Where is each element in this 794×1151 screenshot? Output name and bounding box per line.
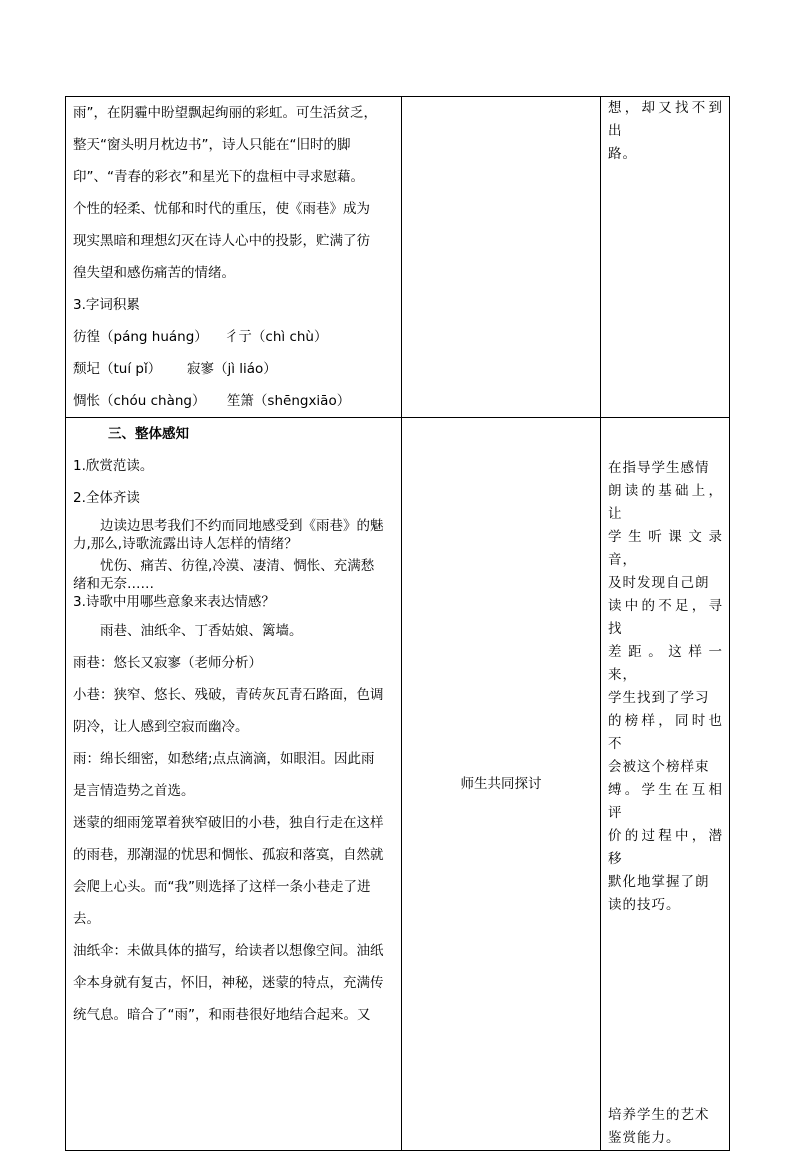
intent-line: 学生听课文录音， <box>608 529 723 568</box>
activity-cell <box>402 418 601 1151</box>
text-line: 雨巷、油纸伞、丁香姑娘、篱墙。 <box>100 623 303 639</box>
content-cell <box>66 418 402 1151</box>
text-line: 雨：绵长细密，如愁绪;点点滴滴，如眼泪。因此雨 <box>73 751 375 767</box>
text-line: 统气息。暗合了“雨”，和雨巷很好地结合起来。又 <box>73 1007 371 1023</box>
section-heading: 三、整体感知 <box>108 426 189 442</box>
intent-cell <box>601 418 730 1151</box>
intent-line: 默化地掌握了朗 <box>608 874 710 890</box>
vocab-line: 颓圮（tuí pǐ） 寂寥（jì liáo） <box>73 361 277 377</box>
intent-cell <box>601 97 730 418</box>
text-line: 小巷：狭窄、悠长、残破，青砖灰瓦青石路面，色调 <box>73 687 384 703</box>
text-line: 印”、“青春的彩衣”和星光下的盘桓中寻求慰藉。 <box>73 169 364 185</box>
text-line: 阴冷，让人感到空寂而幽冷。 <box>73 719 249 735</box>
text-line: 3.诗歌中用哪些意象来表达情感？ <box>73 594 275 610</box>
text-line: 迷蒙的细雨笼罩着狭窄破旧的小巷，独自行走在这样 <box>73 815 384 831</box>
intent-line: 在指导学生感情 <box>608 460 710 476</box>
intent-line: 想，却又找不到出 <box>608 100 723 139</box>
text-line: 雨”，在阴霾中盼望飘起绚丽的彩虹。可生活贫乏， <box>73 105 377 121</box>
vocab-line: 惆怅（chóu chàng） 笙箫（shēngxiāo） <box>73 393 351 409</box>
text-line: 去。 <box>73 911 100 927</box>
intent-line: 的榜样，同时也不 <box>608 713 723 752</box>
intent-line: 缚。学生在互相评 <box>608 782 723 821</box>
activity-text: 师生共同探讨 <box>460 776 542 792</box>
content-text <box>66 97 401 417</box>
intent-line: 鉴赏能力。 <box>608 1130 681 1146</box>
text-line: 油纸伞：未做具体的描写，给读者以想像空间。油纸 <box>73 943 384 959</box>
intent-line: 差距。这样一来， <box>608 644 723 683</box>
intent-line: 学生找到了学习 <box>608 690 710 706</box>
intent-line: 价的过程中，潜移 <box>608 828 723 867</box>
table-row <box>66 418 730 1151</box>
intent-line: 路。 <box>608 146 637 162</box>
text-line: 是言情造势之首选。 <box>73 783 195 799</box>
text-line: 会爬上心头。而“我”则选择了这样一条小巷走了进 <box>73 879 371 895</box>
text-line: 伞本身就有复古，怀旧，神秘，迷蒙的特点，充满传 <box>73 975 384 991</box>
text-line: 绪和无奈…… <box>73 576 154 592</box>
content-cell <box>66 97 402 418</box>
intent-line: 读中的不足，寻找 <box>608 598 723 637</box>
text-line: 徨失望和感伤痛苦的情绪。 <box>73 265 235 281</box>
activity-cell <box>402 97 601 418</box>
section-label: 3.字词积累 <box>73 297 140 313</box>
intent-line: 读的技巧。 <box>608 897 681 913</box>
lesson-plan-table <box>65 96 730 1151</box>
intent-line: 及时发现自己朗 <box>608 575 710 591</box>
text-line: 力,那么,诗歌流露出诗人怎样的情绪？ <box>73 536 298 552</box>
intent-line: 朗读的基础上，让 <box>608 483 723 522</box>
table-row <box>66 97 730 418</box>
text-line: 个性的轻柔、忧郁和时代的重压，使《雨巷》成为 <box>73 201 370 217</box>
text-line: 的雨巷，那潮湿的忧思和惆怅、孤寂和落寞，自然就 <box>73 847 384 863</box>
intent-line: 培养学生的艺术 <box>608 1107 710 1123</box>
text-line: 1.欣赏范读。 <box>73 458 154 474</box>
intent-line: 会被这个榜样束 <box>608 759 710 775</box>
vocab-line: 彷徨（páng huáng） 彳亍（chì chù） <box>73 329 328 345</box>
text-line: 现实黑暗和理想幻灭在诗人心中的投影，贮满了彷 <box>73 233 370 249</box>
text-line: 雨巷：悠长又寂寥（老师分析） <box>73 655 262 671</box>
content-text <box>66 418 401 1031</box>
text-line: 边读边思考我们不约而同地感受到《雨巷》的魅 <box>100 518 384 534</box>
text-line: 忧伤、痛苦、彷徨,冷漠、凄清、惆怅、充满愁 <box>100 558 375 574</box>
text-line: 2.全体齐读 <box>73 490 140 506</box>
text-line: 整天“窗头明月枕边书”，诗人只能在“旧时的脚 <box>73 137 351 153</box>
